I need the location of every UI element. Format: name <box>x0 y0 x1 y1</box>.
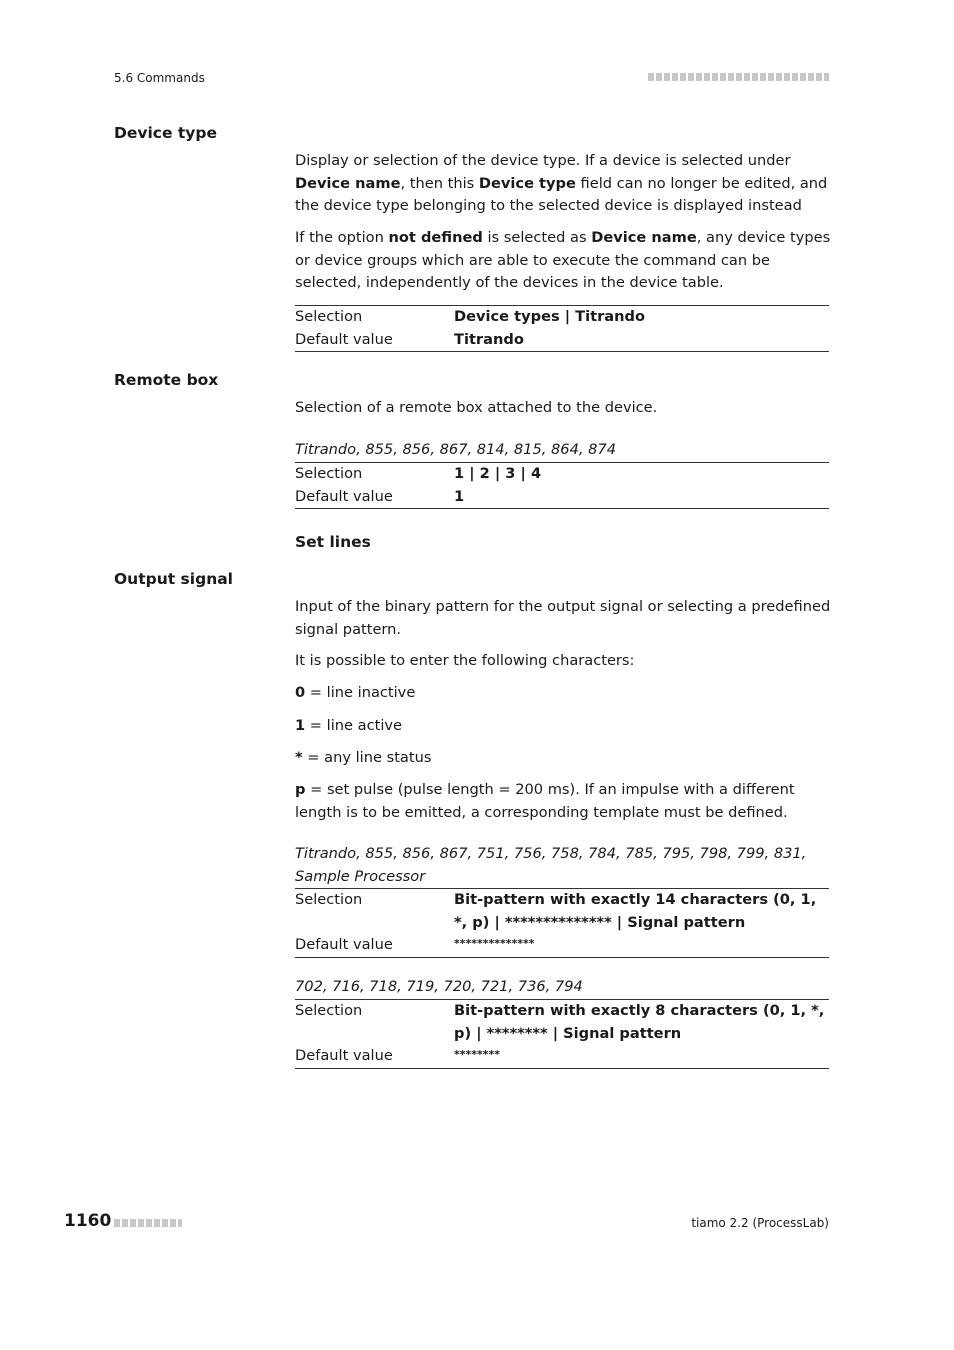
default-label: Default value <box>295 936 393 953</box>
selection-label: Selection <box>295 308 363 325</box>
device-type-note: If the option not defined is selected as Device name, any device types or device groups which are able to execute the command can be selected, independently of the devices in the device table. <box>295 229 831 291</box>
selection-value: Bit-pattern with exactly 8 characters (0, 1, *, p) | ******** | Signal pattern <box>454 1002 825 1042</box>
output-signal-heading: Output signal <box>114 570 233 588</box>
selection-value: Bit-pattern with exactly 14 characters (0, 1, *, p) | ************** | Signal pattern <box>454 891 817 931</box>
table-row <box>295 889 829 934</box>
table-row <box>295 1045 829 1068</box>
table-row <box>295 934 829 957</box>
device-type-description: Display or selection of the device type. If a device is selected under Device name, then this Device type field can no longer be edited, and the device type belonging to the selected device is displayed instead <box>295 152 828 214</box>
output-signal-devices-2: 702, 716, 718, 719, 720, 721, 736, 794 <box>295 978 583 995</box>
footer-dots <box>114 1219 182 1227</box>
output-signal-devices-1: Titrando, 855, 856, 867, 751, 756, 758, 784, 785, 795, 798, 799, 831, Sample Processor <box>295 845 807 885</box>
footer-product: tiamo 2.2 (ProcessLab) <box>691 1216 829 1230</box>
default-label: Default value <box>295 1047 393 1064</box>
char-one: 1 = line active <box>295 717 402 734</box>
default-value: Titrando <box>454 330 524 348</box>
set-lines-heading: Set lines <box>295 533 371 551</box>
selection-label: Selection <box>295 465 363 482</box>
default-label: Default value <box>295 487 393 505</box>
default-label: Default value <box>295 330 393 348</box>
output-signal-chars-intro: It is possible to enter the following characters: <box>295 652 635 669</box>
output-signal-table-1 <box>295 888 829 958</box>
default-value: ******** <box>454 1048 501 1061</box>
running-header-section: 5.6 Commands <box>114 71 205 85</box>
remote-box-table <box>295 462 829 509</box>
output-signal-table-2 <box>295 999 829 1069</box>
remote-box-heading: Remote box <box>114 371 219 389</box>
selection-value: Device types | Titrando <box>454 308 646 325</box>
page-number: 1160 <box>64 1211 112 1231</box>
char-any: * = any line status <box>295 749 432 766</box>
char-pulse: p = set pulse (pulse length = 200 ms). If an impulse with a different length is to be emitted, a corresponding template must be defined. <box>295 781 795 821</box>
table-row <box>295 306 829 329</box>
char-zero: 0 = line inactive <box>295 684 416 701</box>
default-value: 1 <box>454 487 465 505</box>
table-row <box>295 329 829 352</box>
selection-value: 1 | 2 | 3 | 4 <box>454 465 542 482</box>
remote-box-description: Selection of a remote box attached to the device. <box>295 399 658 416</box>
remote-box-devices: Titrando, 855, 856, 867, 814, 815, 864, 874 <box>295 441 617 458</box>
running-header-dots <box>648 73 829 81</box>
output-signal-description: Input of the binary pattern for the output signal or selecting a predefined signal pattern. <box>295 598 831 638</box>
table-row <box>295 1000 829 1045</box>
device-type-heading: Device type <box>114 124 218 142</box>
table-row <box>295 463 829 486</box>
table-row <box>295 486 829 509</box>
default-value: ************** <box>454 937 535 950</box>
selection-label: Selection <box>295 1002 363 1019</box>
selection-label: Selection <box>295 891 363 908</box>
device-type-table <box>295 305 829 352</box>
